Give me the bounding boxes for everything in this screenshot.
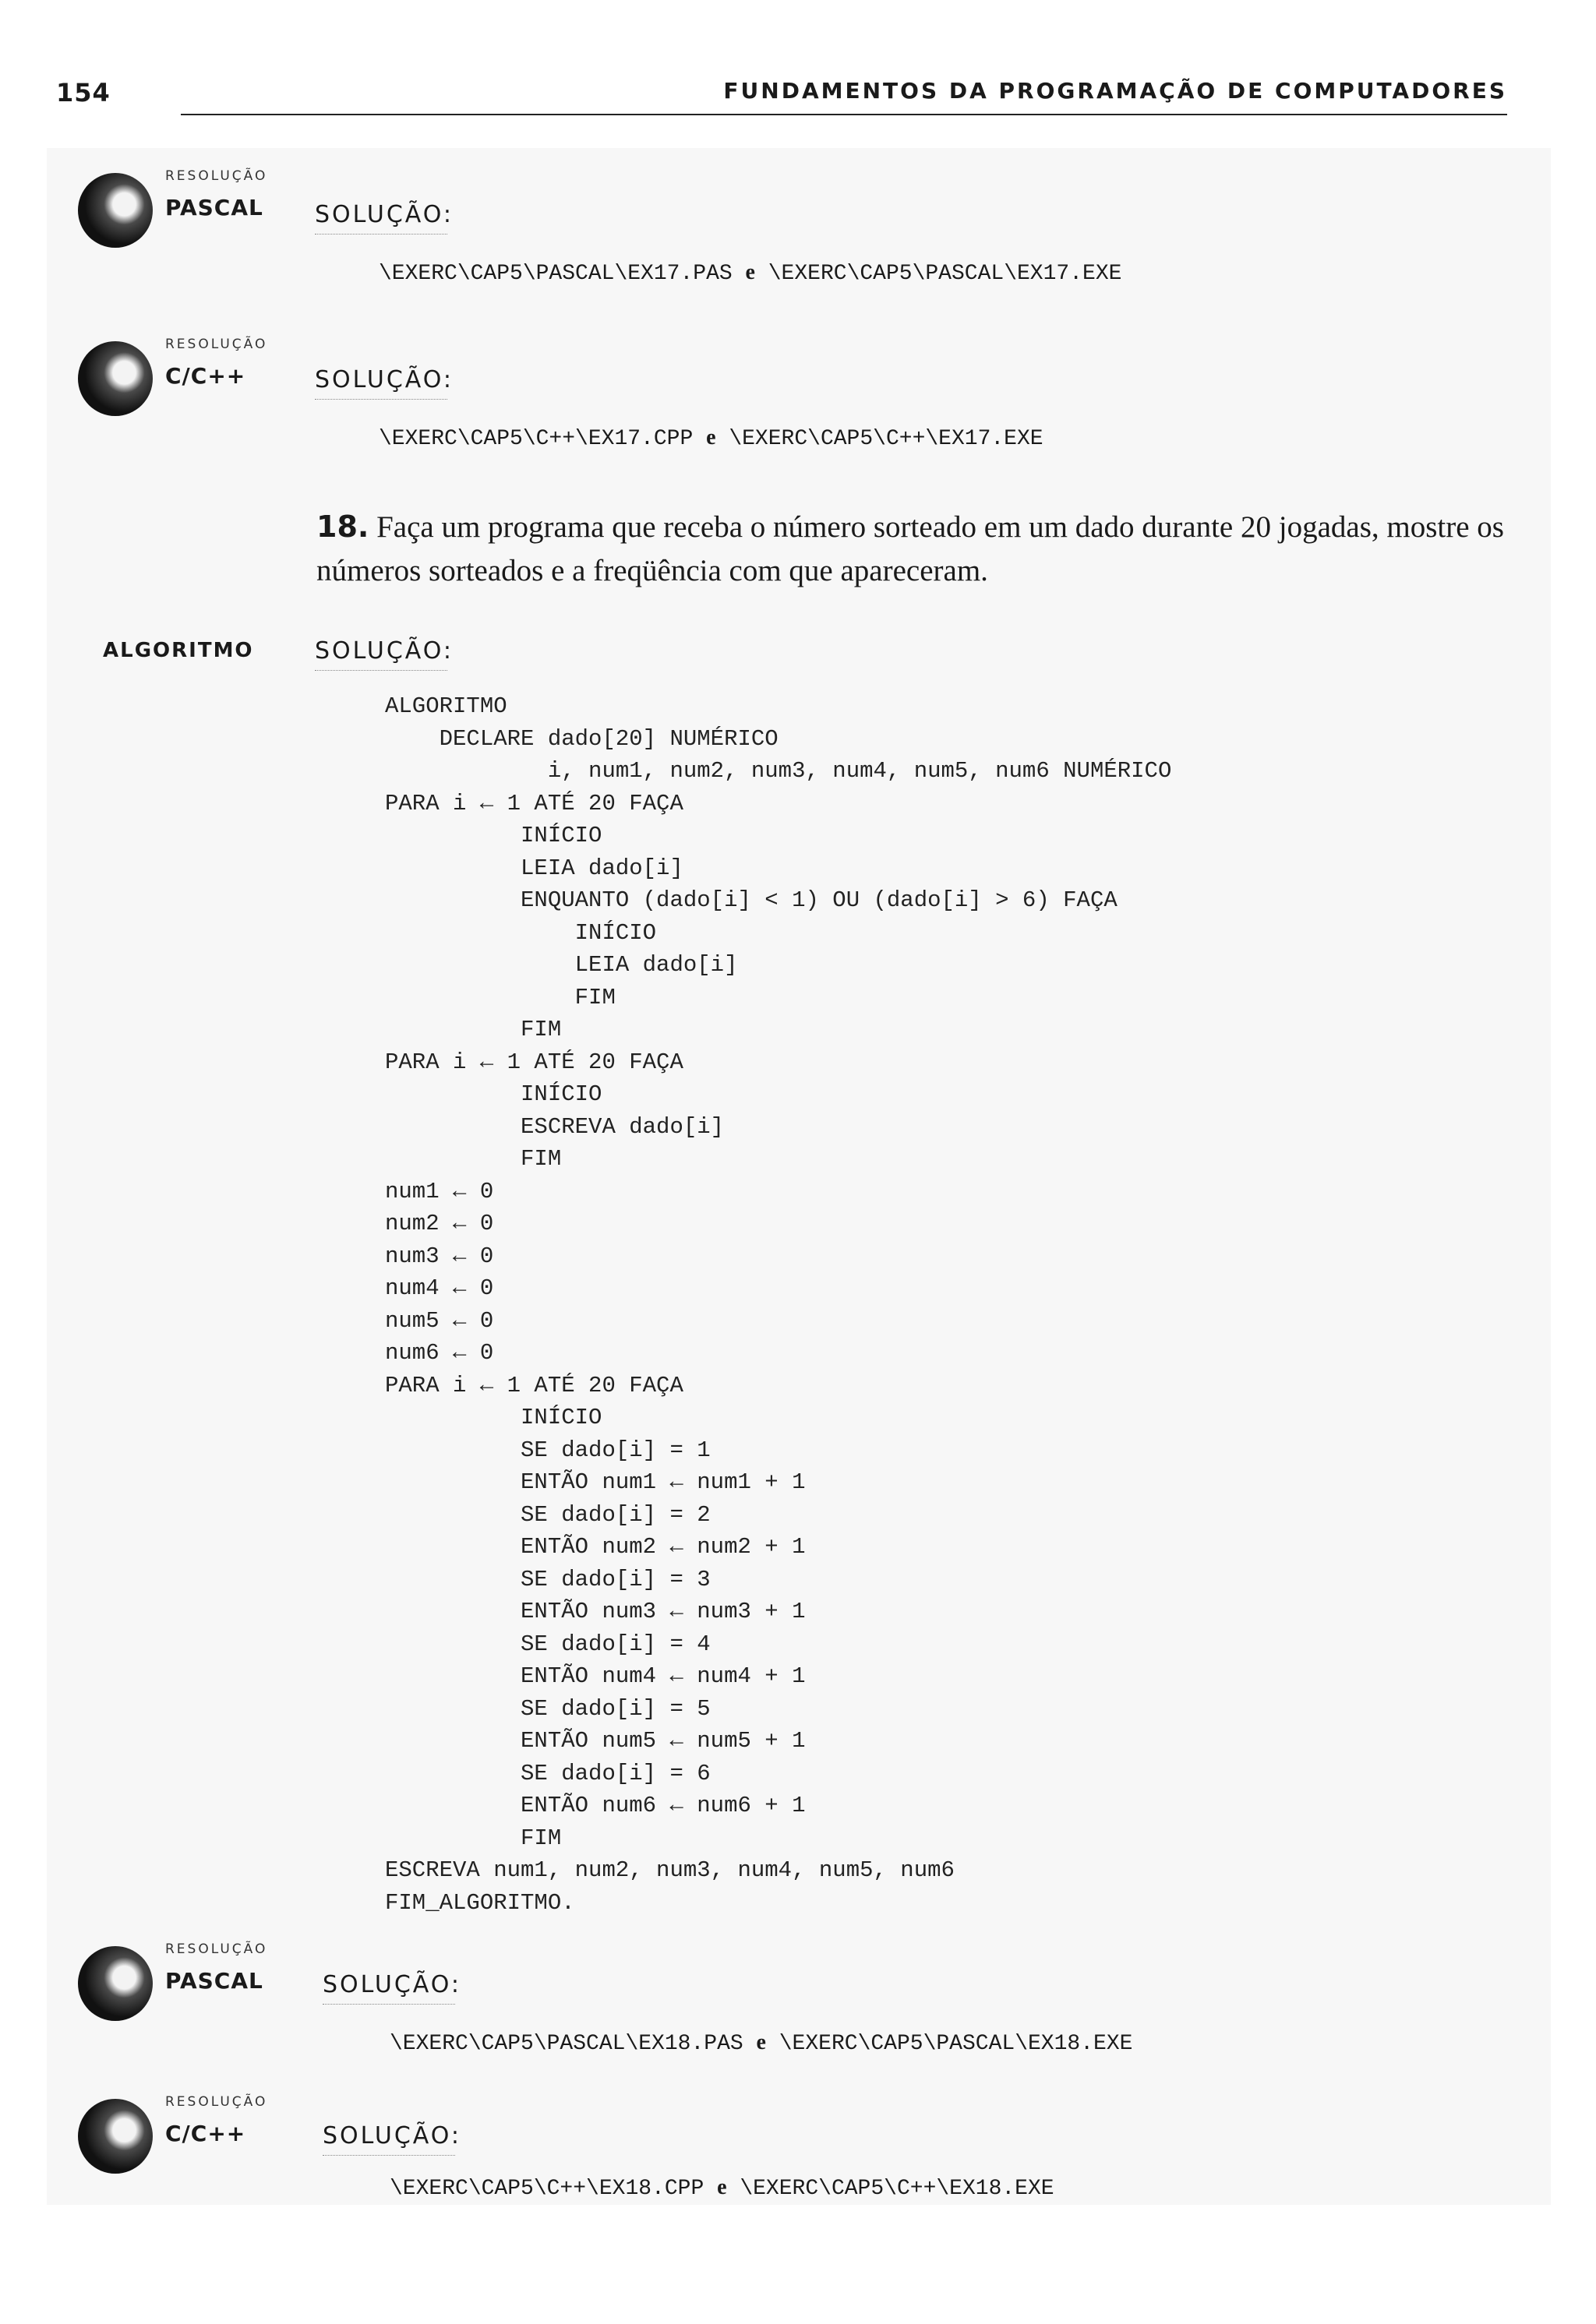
badge-language: C/C++: [165, 363, 246, 389]
connector-text: e: [756, 2030, 766, 2054]
source-file-path: \EXERC\CAP5\PASCAL\EX18.PAS: [390, 2032, 743, 2056]
solution-label: SOLUÇÃO:: [323, 2122, 461, 2149]
code-line: LEIA dado[i]: [385, 952, 738, 978]
running-title: FUNDAMENTOS DA PROGRAMAÇÃO DE COMPUTADORES: [723, 78, 1507, 104]
code-line: num5 ← 0: [385, 1307, 494, 1334]
code-line: SE dado[i] = 1: [385, 1437, 711, 1463]
code-line: FIM: [385, 1017, 562, 1042]
cpp-badge-ex17: [78, 333, 312, 411]
solution-label: SOLUÇÃO:: [315, 637, 454, 665]
code-line: ENTÃO num1 ← num1 + 1: [385, 1469, 806, 1495]
code-line: num4 ← 0: [385, 1275, 494, 1301]
page-header: [56, 78, 1507, 122]
resolution-disc-icon: [78, 341, 153, 416]
code-line: i, num1, num2, num3, num4, num5, num6 NUMÉRICO: [385, 758, 1172, 784]
file-path-line: [379, 425, 1043, 451]
code-line: SE dado[i] = 4: [385, 1631, 711, 1657]
code-line: num3 ← 0: [385, 1243, 494, 1269]
code-line: PARA i ← 1 ATÉ 20 FAÇA: [385, 1372, 683, 1398]
solution-rule: [315, 399, 447, 400]
executable-file-path: \EXERC\CAP5\C++\EX17.EXE: [729, 427, 1043, 451]
cpp-badge-ex18: [78, 2091, 312, 2169]
executable-file-path: \EXERC\CAP5\C++\EX18.EXE: [740, 2177, 1054, 2201]
page-number: 154: [56, 78, 111, 108]
solution-rule: [323, 2155, 455, 2156]
code-line: ESCREVA dado[i]: [385, 1113, 725, 1140]
code-line: PARA i ← 1 ATÉ 20 FAÇA: [385, 1049, 683, 1075]
algorithm-label: ALGORITMO: [103, 639, 254, 662]
solution-label: SOLUÇÃO:: [315, 366, 454, 393]
code-line: INÍCIO: [385, 1081, 602, 1107]
connector-text: e: [745, 260, 755, 284]
badge-kicker: RESOLUÇÃO: [165, 337, 268, 352]
resolution-disc-icon: [78, 2099, 153, 2174]
code-line: INÍCIO: [385, 1405, 602, 1430]
code-line: ENTÃO num3 ← num3 + 1: [385, 1599, 806, 1624]
badge-language: PASCAL: [165, 1968, 263, 1994]
code-line: FIM_ALGORITMO.: [385, 1889, 575, 1916]
code-line: SE dado[i] = 6: [385, 1760, 711, 1786]
code-line: PARA i ← 1 ATÉ 20 FAÇA: [385, 790, 683, 816]
source-file-path: \EXERC\CAP5\PASCAL\EX17.PAS: [379, 262, 733, 286]
code-line: ENTÃO num5 ← num5 + 1: [385, 1728, 806, 1754]
badge-kicker: RESOLUÇÃO: [165, 168, 268, 184]
code-line: INÍCIO: [385, 823, 602, 848]
code-line: num1 ← 0: [385, 1178, 494, 1204]
source-file-path: \EXERC\CAP5\C++\EX18.CPP: [390, 2177, 704, 2201]
solution-rule: [315, 234, 447, 235]
badge-language: PASCAL: [165, 195, 263, 220]
file-path-line: [390, 2030, 1132, 2056]
code-line: ENQUANTO (dado[i] < 1) OU (dado[i] > 6) FAÇA: [385, 887, 1118, 913]
badge-language: C/C++: [165, 2121, 246, 2146]
file-path-line: [379, 260, 1121, 286]
code-line: ENTÃO num6 ← num6 + 1: [385, 1793, 806, 1818]
source-file-path: \EXERC\CAP5\C++\EX17.CPP: [379, 427, 694, 451]
header-rule: [181, 114, 1507, 115]
code-line: ENTÃO num2 ← num2 + 1: [385, 1534, 806, 1560]
code-line: FIM: [385, 1825, 562, 1851]
badge-kicker: RESOLUÇÃO: [165, 2094, 268, 2110]
code-line: FIM: [385, 1146, 562, 1172]
resolution-disc-icon: [78, 173, 153, 248]
solution-rule: [323, 2004, 455, 2005]
code-line: SE dado[i] = 5: [385, 1695, 711, 1722]
exercise-statement: [316, 505, 1509, 593]
solution-label: SOLUÇÃO:: [323, 1971, 461, 1998]
file-path-line: [390, 2175, 1054, 2201]
exercise-number: 18.: [316, 510, 369, 544]
solution-rule: [315, 670, 447, 671]
code-line: FIM: [385, 984, 616, 1010]
code-line: ESCREVA num1, num2, num3, num4, num5, num6: [385, 1857, 955, 1883]
code-line: ENTÃO num4 ← num4 + 1: [385, 1663, 806, 1689]
executable-file-path: \EXERC\CAP5\PASCAL\EX18.EXE: [779, 2032, 1133, 2056]
badge-kicker: RESOLUÇÃO: [165, 1941, 268, 1957]
resolution-disc-icon: [78, 1946, 153, 2021]
exercise-text: Faça um programa que receba o número sorteado em um dado durante 20 jogadas, mostre os números sorteados e a freqüência com que apareceram.: [316, 510, 1504, 587]
code-line: INÍCIO: [385, 919, 657, 946]
code-line: LEIA dado[i]: [385, 855, 683, 881]
connector-text: e: [717, 2175, 727, 2199]
pascal-badge-ex17: [78, 165, 312, 243]
connector-text: e: [706, 425, 716, 450]
pascal-badge-ex18: [78, 1938, 312, 2016]
algorithm-code: [385, 690, 1171, 1919]
code-line: SE dado[i] = 2: [385, 1501, 711, 1528]
solution-label: SOLUÇÃO:: [315, 201, 454, 228]
code-line: DECLARE dado[20] NUMÉRICO: [385, 725, 779, 752]
code-line: SE dado[i] = 3: [385, 1566, 711, 1592]
code-line: num6 ← 0: [385, 1340, 494, 1366]
executable-file-path: \EXERC\CAP5\PASCAL\EX17.EXE: [768, 262, 1122, 286]
code-line: ALGORITMO: [385, 693, 507, 719]
code-line: num2 ← 0: [385, 1211, 494, 1236]
